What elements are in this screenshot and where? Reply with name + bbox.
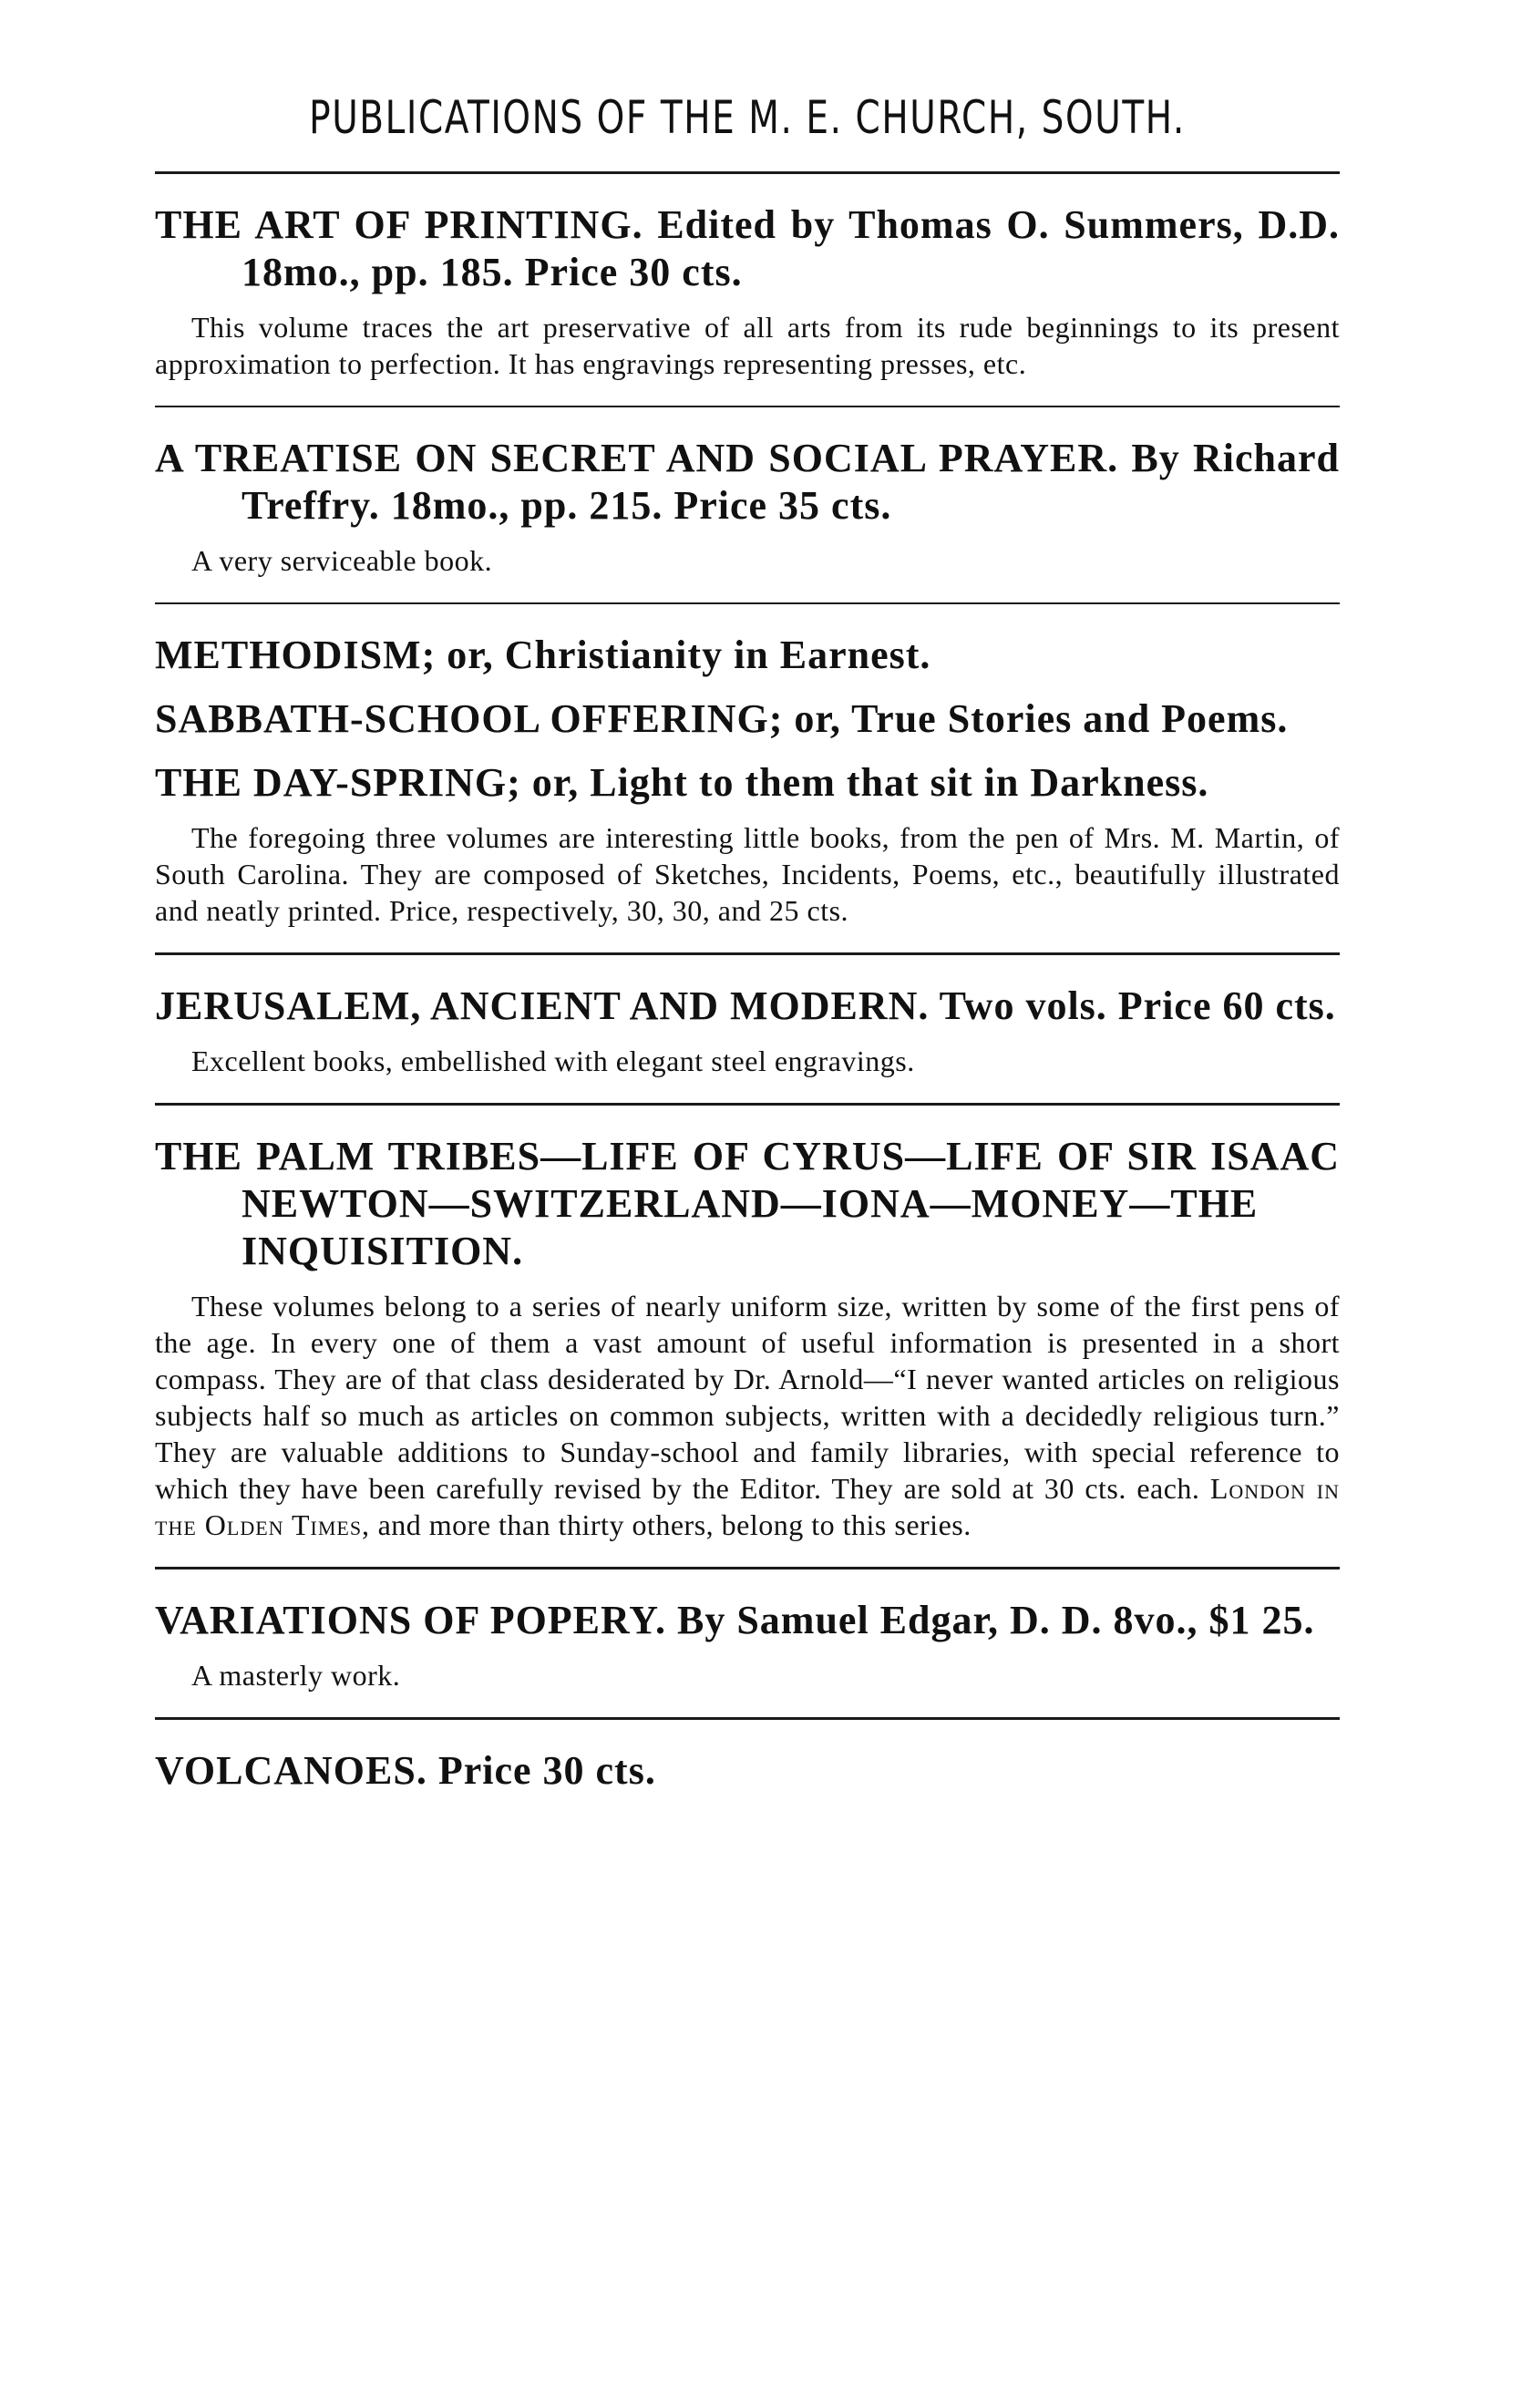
entry-art-of-printing — [155, 174, 1340, 382]
description-text-end: and more than thirty others, belong to this series. — [377, 1508, 972, 1541]
entry-description: This volume traces the art preservative of all arts from its rude beginnings to its present approximation to perfection. It has engravings representing presses, etc. — [155, 311, 1340, 380]
entry-title: THE PALM TRIBES—LIFE OF CYRUS—LIFE OF SIR ISAAC NEWTON—SWITZERLAND—IONA—MONEY—THE INQUISITION. — [155, 1134, 1340, 1273]
entry-series — [155, 1106, 1340, 1543]
entry-title: VARIATIONS OF POPERY. By Samuel Edgar, D. D. 8vo., $1 25. — [155, 1598, 1315, 1642]
entry-title: THE ART OF PRINTING. Edited by Thomas O. Summers, D.D. 18mo., pp. 185. Price 30 cts. — [155, 202, 1340, 294]
entry-title: A TREATISE ON SECRET AND SOCIAL PRAYER. By Richard Treffry. 18mo., pp. 215. Price 35 cts. — [155, 436, 1340, 528]
entry-description: A very serviceable book. — [191, 544, 493, 577]
entry-variations-of-popery — [155, 1569, 1340, 1693]
entry-description: Excellent books, embellished with elegant steel engravings. — [191, 1044, 915, 1077]
entry-title-sabbath-school: SABBATH-SCHOOL OFFERING; or, True Stories and Poems. — [155, 696, 1289, 741]
entry-treatise-on-prayer — [155, 407, 1340, 579]
entry-jerusalem — [155, 955, 1340, 1079]
entry-description: A masterly work. — [191, 1659, 401, 1692]
description-text: These volumes belong to a series of nearly uniform size, written by some of the first pens of the age. In every one of them a vast amount of useful information is presented in a short compass. They are of that class desiderated by Dr. Arnold—“I never wanted articles on religious subjects half so much as articles on common subjects, written with a decidedly religious turn.” They are valuable additions to Sunday-school and family libraries, with special reference to which they have been carefully revised by the Editor. They are sold at 30 cts. each. — [155, 1290, 1340, 1505]
entry-title: JERUSALEM, ANCIENT AND MODERN. Two vols. Price 60 cts. — [155, 983, 1336, 1028]
running-head: PUBLICATIONS OF THE M. E. CHURCH, SOUTH. — [309, 91, 1186, 144]
entry-title-methodism: METHODISM; or, Christianity in Earnest. — [155, 633, 931, 677]
series-title-smallcaps: London in the Olden Times, — [155, 1472, 1340, 1541]
entry-martin-volumes — [155, 604, 1340, 929]
entry-title: VOLCANOES. Price 30 cts. — [155, 1748, 656, 1793]
entry-description: The foregoing three volumes are interesting little books, from the pen of Mrs. M. Martin, of South Carolina. They are composed of Sketches, Incidents, Poems, etc., beautifully illustrated and neatly printed. Price, respectively, 30, 30, and 25 cts. — [155, 821, 1340, 927]
entry-title-day-spring: THE DAY-SPRING; or, Light to them that sit in Darkness. — [155, 760, 1209, 805]
entry-volcanoes — [155, 1720, 1340, 1795]
entry-description — [155, 1288, 1340, 1543]
page — [155, 73, 1340, 1795]
